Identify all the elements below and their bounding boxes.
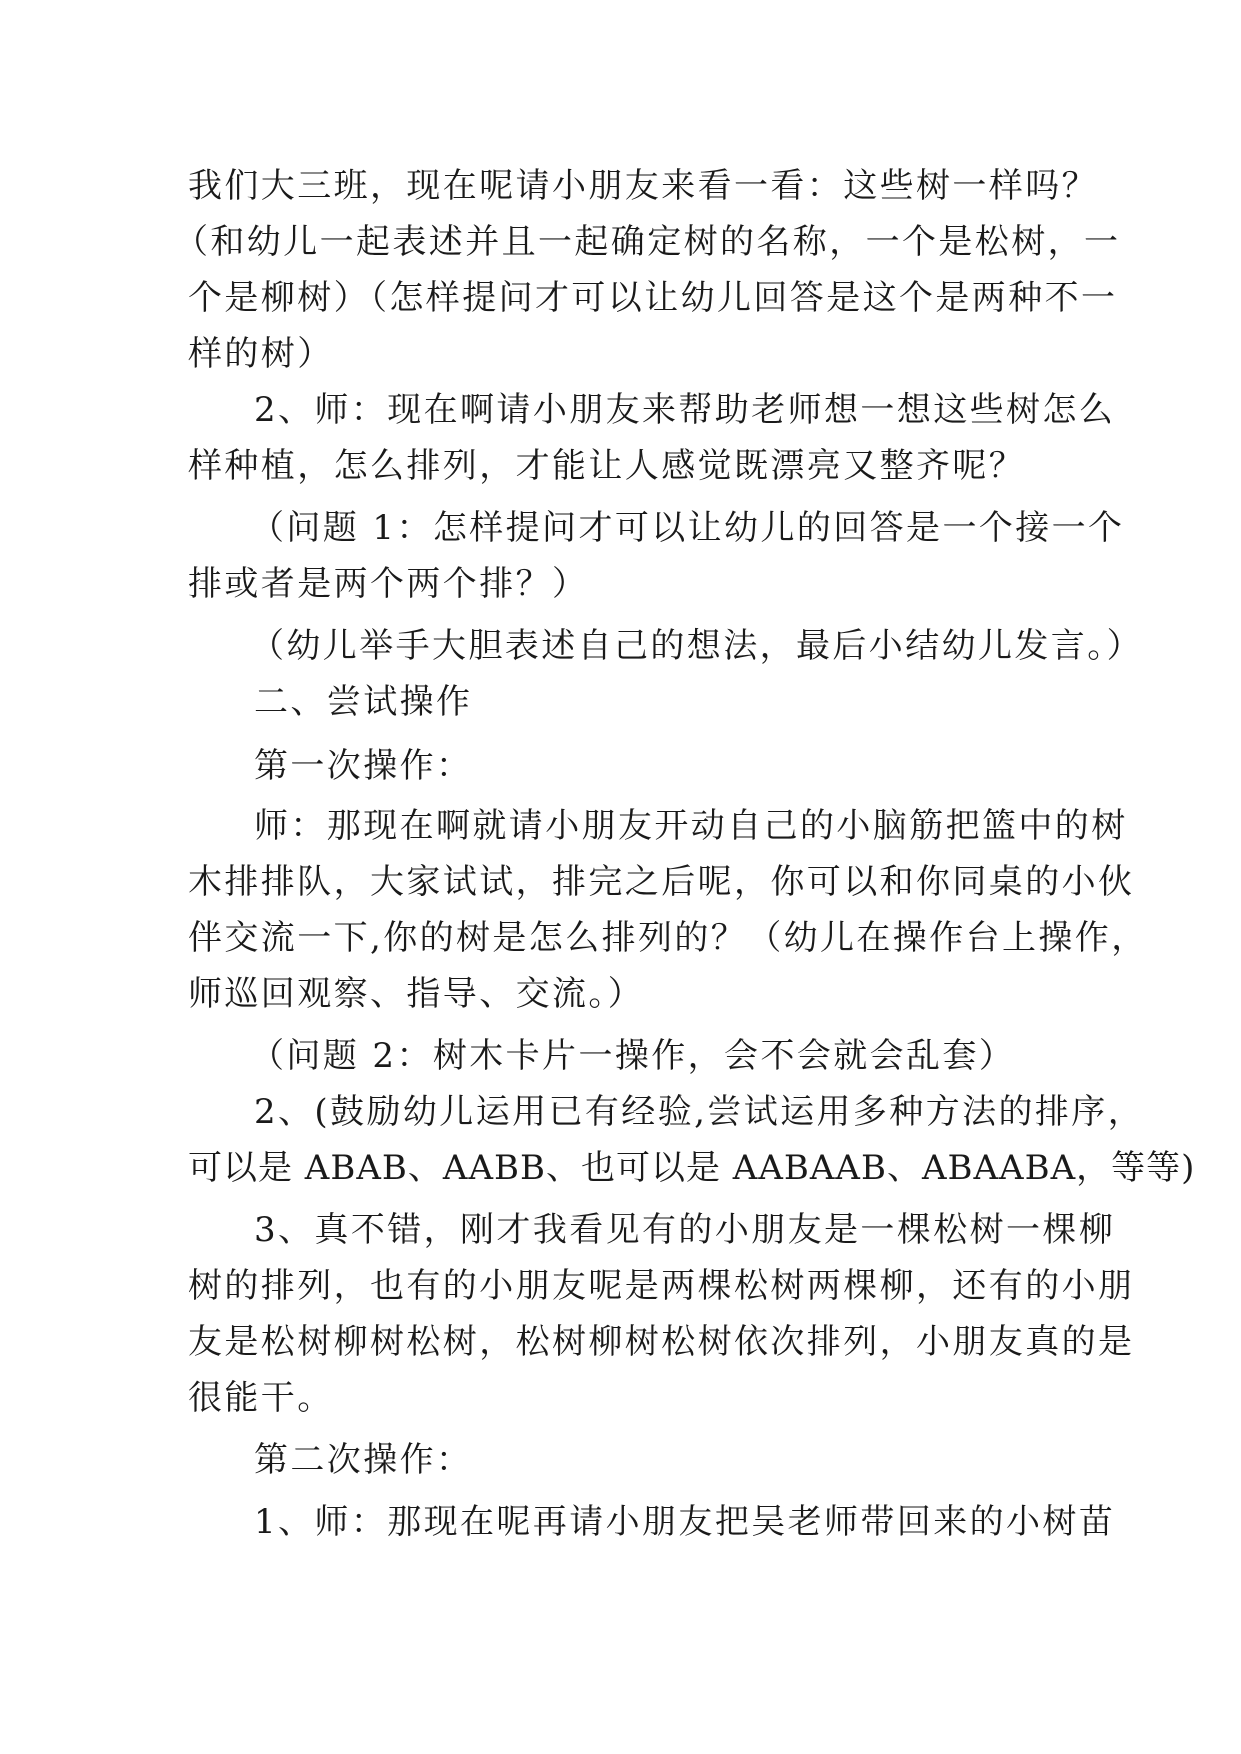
text-line: 很能干。 [188, 1378, 334, 1418]
text-line: （幼儿举手大胆表述自己的想法，最后小结幼儿发言。） [250, 626, 1143, 666]
text-line: 伴交流一下,你的树是怎么排列的？（幼儿在操作台上操作， [188, 918, 1148, 958]
text-line: 排或者是两个两个排？） [188, 564, 589, 604]
text-line: 1、师：那现在呢再请小朋友把吴老师带回来的小树苗 [254, 1502, 1116, 1542]
text-line: （问题 1：怎样提问才可以让幼儿的回答是一个接一个 [250, 508, 1125, 548]
text-line: 友是松树柳树松树，松树柳树松树依次排列，小朋友真的是 [188, 1322, 1135, 1362]
section-heading: 二、尝试操作 [254, 682, 473, 722]
text-line: 2、师：现在啊请小朋友来帮助老师想一想这些树怎么 [254, 390, 1116, 430]
text-line: 2、(鼓励幼儿运用已有经验,尝试运用多种方法的排序， [254, 1092, 1145, 1132]
text-line: 3、真不错，刚才我看见有的小朋友是一棵松树一棵柳 [254, 1210, 1116, 1250]
text-line: 师：那现在啊就请小朋友开动自己的小脑筋把篮中的树 [254, 806, 1128, 846]
text-line: 师巡回观察、指导、交流。） [188, 974, 645, 1014]
text-line: （和幼儿一起表述并且一起确定树的名称，一个是松树，一 [174, 222, 1121, 262]
text-line: 个是柳树）（怎样提问才可以让幼儿回答是这个是两种不一 [188, 278, 1118, 318]
subsection-heading: 第一次操作： [254, 746, 473, 786]
text-line: 可以是 ABAB、AABB、也可以是 AABAAB、ABAABA，等等) [188, 1148, 1196, 1188]
text-line: 树的排列，也有的小朋友呢是两棵松树两棵柳，还有的小朋 [188, 1266, 1135, 1306]
text-line: 我们大三班，现在呢请小朋友来看一看：这些树一样吗？ [188, 166, 1098, 206]
text-line: 样种植，怎么排列，才能让人感觉既漂亮又整齐呢？ [188, 446, 1026, 486]
text-line: 样的树） [188, 334, 334, 374]
text-line: 木排排队，大家试试，排完之后呢，你可以和你同桌的小伙 [188, 862, 1135, 902]
subsection-heading: 第二次操作： [254, 1440, 473, 1480]
text-line: （问题 2：树木卡片一操作，会不会就会乱套） [250, 1036, 1016, 1076]
